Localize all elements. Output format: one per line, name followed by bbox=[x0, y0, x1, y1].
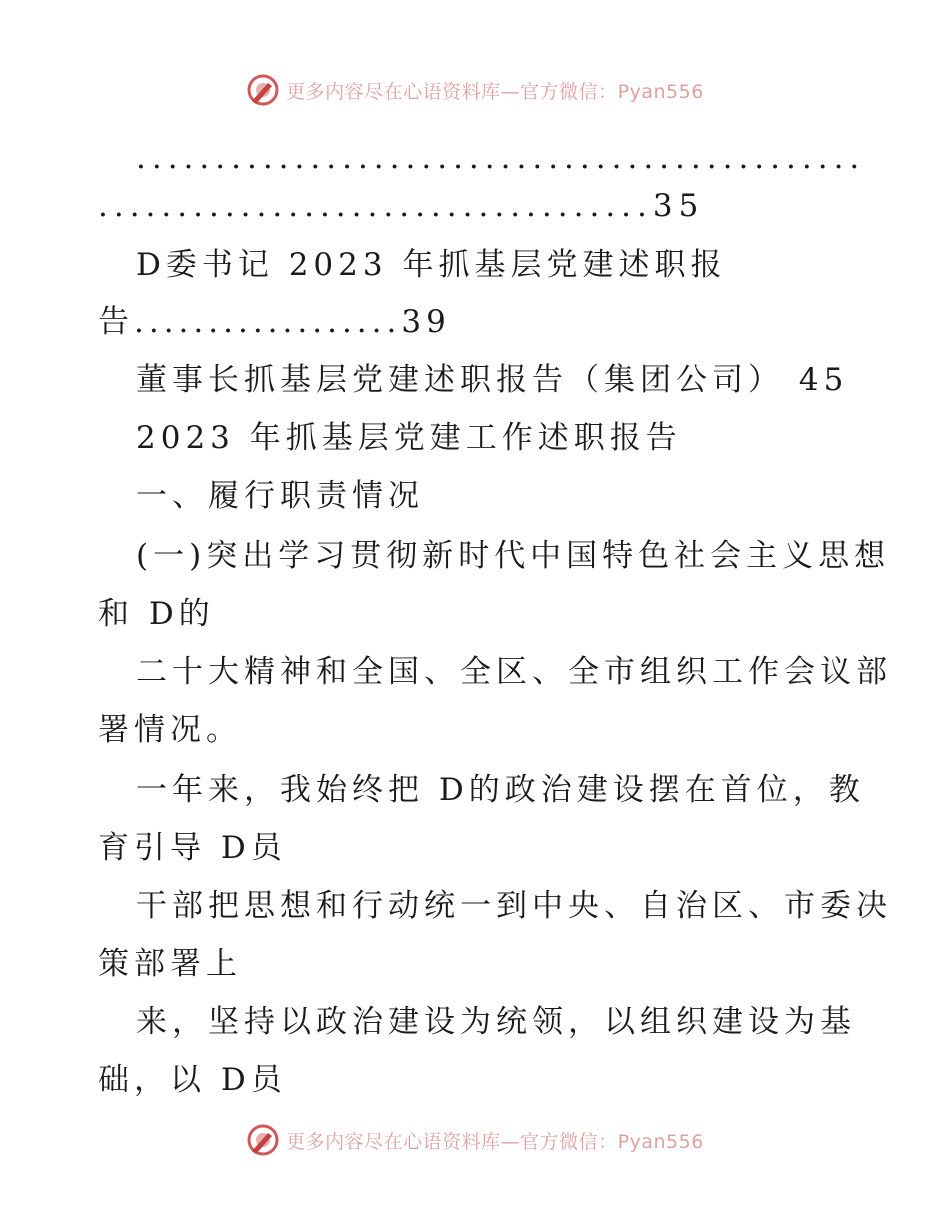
paragraph-line: 础，以 D员 bbox=[98, 1062, 287, 1098]
watermark-text: 更多内容尽在心语资料库—官方微信：Pyan556 bbox=[286, 80, 704, 103]
pen-circle-logo-icon bbox=[246, 73, 280, 107]
paragraph-line: (一)突出学习贯彻新时代中国特色社会主义思想 bbox=[136, 538, 891, 574]
footer-watermark bbox=[0, 1118, 950, 1162]
toc-dots-line: .............................................. bbox=[136, 140, 866, 176]
pen-circle-logo-icon bbox=[246, 1123, 280, 1157]
paragraph-line: 育引导 D员 bbox=[98, 830, 287, 866]
toc-dots-page-line: ...................................35 bbox=[98, 188, 705, 224]
header-watermark bbox=[0, 68, 950, 112]
toc-entry: 董事长抓基层党建述职报告（集团公司） 45 bbox=[136, 362, 849, 398]
toc-entry-title: D委书记 2023 年抓基层党建述职报 bbox=[136, 247, 727, 283]
paragraph-line: 干部把思想和行动统一到中央、自治区、市委决 bbox=[136, 888, 892, 924]
paragraph-line: 和 D的 bbox=[98, 596, 215, 632]
watermark-text: 更多内容尽在心语资料库—官方微信：Pyan556 bbox=[286, 1130, 704, 1153]
paragraph-line: 二十大精神和全国、全区、全市组织工作会议部 bbox=[136, 654, 892, 690]
paragraph-line: 来，坚持以政治建设为统领，以组织建设为基 bbox=[136, 1004, 856, 1040]
toc-entry-page: 告..................39 bbox=[98, 304, 451, 340]
paragraph-line: 一年来，我始终把 D的政治建设摆在首位，教 bbox=[136, 772, 865, 808]
report-title: 2023 年抓基层党建工作述职报告 bbox=[136, 420, 682, 456]
paragraph-line: 策部署上 bbox=[98, 946, 242, 982]
section-heading: 一、履行职责情况 bbox=[136, 478, 424, 514]
paragraph-line: 署情况。 bbox=[98, 712, 242, 748]
